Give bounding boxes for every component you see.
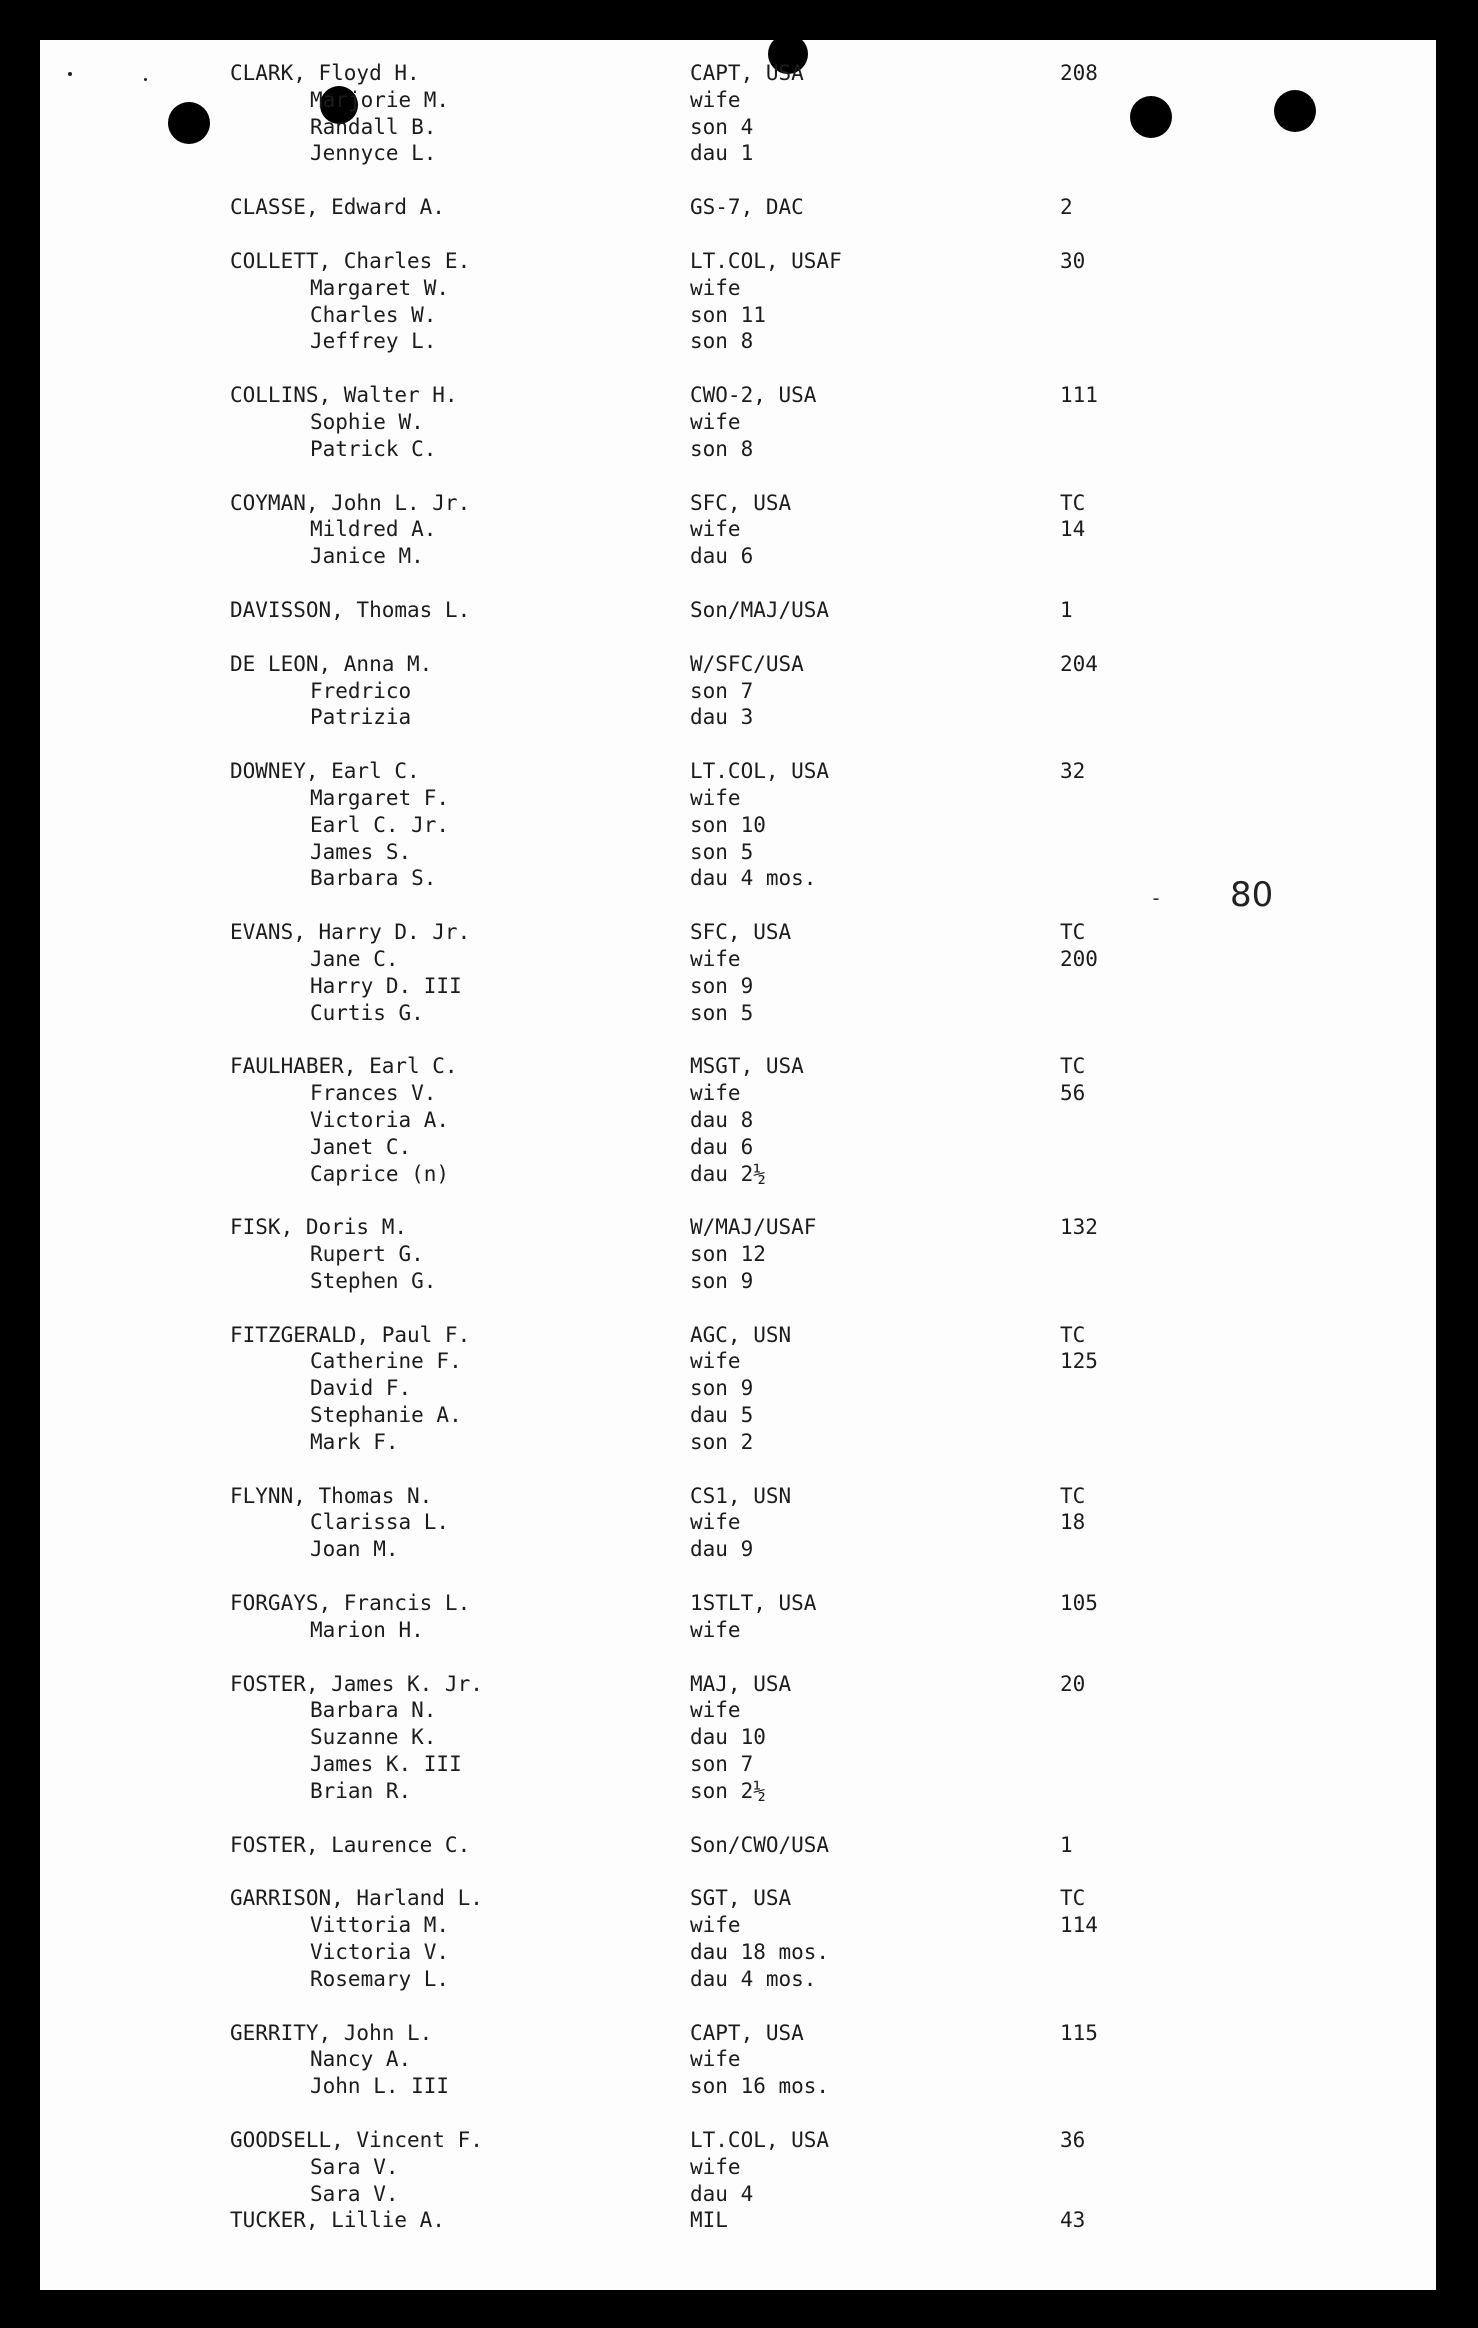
name-cell: Brian R.: [310, 1778, 412, 1803]
roster-row: [230, 2154, 1190, 2181]
rank-cell: dau 8: [690, 1107, 754, 1132]
roster-row: [230, 2127, 1190, 2154]
name-cell: DAVISSON, Thomas L.: [230, 597, 471, 622]
number-cell: 200: [1060, 946, 1098, 971]
roster-row: [230, 785, 1190, 812]
rank-cell: son 8: [690, 329, 754, 354]
roster-row: [230, 1375, 1190, 1402]
family-group: [230, 382, 1190, 462]
name-cell: Curtis G.: [310, 1000, 424, 1025]
speck: [144, 78, 147, 81]
name-cell: Sara V.: [310, 2154, 399, 2179]
number-cell: 14: [1060, 517, 1086, 542]
roster-row: [230, 1107, 1190, 1134]
rank-cell: Son/MAJ/USA: [690, 597, 830, 622]
family-group: [230, 2020, 1190, 2100]
number-cell: 111: [1060, 383, 1098, 408]
rank-cell: SGT, USA: [690, 1886, 792, 1911]
name-cell: Stephanie A.: [310, 1403, 462, 1428]
roster-row: [230, 1832, 1190, 1859]
punch-hole-left: [168, 102, 210, 144]
number-cell: 36: [1060, 2128, 1086, 2153]
family-group: [230, 1590, 1190, 1644]
name-cell: Victoria V.: [310, 1940, 450, 1965]
roster-row: [230, 1778, 1190, 1805]
roster-row: [230, 1966, 1190, 1993]
family-group: [230, 1214, 1190, 1294]
margin-mark: -: [1150, 886, 1163, 910]
name-cell: Suzanne K.: [310, 1725, 437, 1750]
roster-row: [230, 1617, 1190, 1644]
name-cell: Sara V.: [310, 2181, 399, 2206]
rank-cell: SFC, USA: [690, 920, 792, 945]
name-cell: Catherine F.: [310, 1349, 462, 1374]
number-cell: 30: [1060, 248, 1086, 273]
number-cell: 208: [1060, 61, 1098, 85]
family-group: [230, 490, 1190, 570]
rank-cell: wife: [690, 785, 741, 810]
name-cell: Rosemary L.: [310, 1966, 450, 1991]
roster-row: [230, 946, 1190, 973]
name-cell: FLYNN, Thomas N.: [230, 1483, 433, 1508]
number-cell: TC: [1060, 1886, 1086, 1911]
rank-cell: dau 2½: [690, 1161, 766, 1186]
rank-cell: dau 3: [690, 705, 754, 730]
number-cell: TC: [1060, 1483, 1086, 1508]
roster-row: [230, 543, 1190, 570]
roster-row: [230, 87, 1190, 114]
rank-cell: son 12: [690, 1242, 766, 1267]
speck: [68, 72, 72, 76]
rank-cell: MIL: [690, 2208, 728, 2233]
name-cell: Marjorie M.: [310, 87, 450, 112]
number-cell: 20: [1060, 1671, 1086, 1696]
number-cell: 115: [1060, 2020, 1098, 2045]
rank-cell: MAJ, USA: [690, 1671, 792, 1696]
roster-row: [230, 1053, 1190, 1080]
number-cell: TC: [1060, 1054, 1086, 1079]
rank-cell: wife: [690, 87, 741, 112]
roster-row: [230, 409, 1190, 436]
rank-cell: CWO-2, USA: [690, 383, 817, 408]
name-cell: Fredrico: [310, 678, 412, 703]
rank-cell: CAPT, USA: [690, 2020, 804, 2045]
roster-row: [230, 597, 1190, 624]
roster-row: [230, 865, 1190, 892]
number-cell: 105: [1060, 1591, 1098, 1616]
name-cell: Barbara N.: [310, 1698, 437, 1723]
roster-row: [230, 1590, 1190, 1617]
name-cell: TUCKER, Lillie A.: [230, 2208, 445, 2233]
name-cell: Margaret F.: [310, 785, 450, 810]
family-group: [230, 1671, 1190, 1805]
roster-row: [230, 1885, 1190, 1912]
rank-cell: wife: [690, 1617, 741, 1642]
rank-cell: son 7: [690, 1752, 754, 1777]
rank-cell: dau 4 mos.: [690, 1966, 817, 1991]
rank-cell: wife: [690, 275, 741, 300]
rank-cell: wife: [690, 409, 741, 434]
rank-cell: son 5: [690, 1000, 754, 1025]
name-cell: Mildred A.: [310, 517, 437, 542]
number-cell: 132: [1060, 1215, 1098, 1240]
name-cell: Randall B.: [310, 114, 437, 139]
rank-cell: son 2: [690, 1429, 754, 1454]
name-cell: FOSTER, Laurence C.: [230, 1832, 471, 1857]
roster-row: [230, 919, 1190, 946]
name-cell: Jennyce L.: [310, 141, 437, 166]
rank-cell: wife: [690, 1081, 741, 1106]
name-cell: Nancy A.: [310, 2047, 412, 2072]
family-group: [230, 194, 1190, 221]
rank-cell: son 9: [690, 973, 754, 998]
roster-row: [230, 1429, 1190, 1456]
rank-cell: wife: [690, 946, 741, 971]
name-cell: Frances V.: [310, 1081, 437, 1106]
roster-row: [230, 1751, 1190, 1778]
rank-cell: Son/CWO/USA: [690, 1832, 830, 1857]
rank-cell: son 9: [690, 1376, 754, 1401]
rank-cell: son 16 mos.: [690, 2074, 830, 2099]
name-cell: Earl C. Jr.: [310, 812, 450, 837]
family-group: [230, 60, 1190, 167]
name-cell: Vittoria M.: [310, 1913, 450, 1938]
roster-row: [230, 1671, 1190, 1698]
family-group: [230, 919, 1190, 1026]
name-cell: Barbara S.: [310, 866, 437, 891]
name-cell: Caprice (n): [310, 1161, 450, 1186]
number-cell: 204: [1060, 651, 1098, 676]
name-cell: Stephen G.: [310, 1268, 437, 1293]
rank-cell: LT.COL, USAF: [690, 248, 842, 273]
rank-cell: son 7: [690, 678, 754, 703]
roster-row: [230, 1241, 1190, 1268]
name-cell: Jane C.: [310, 946, 399, 971]
document-page: [40, 40, 1436, 2290]
rank-cell: son 5: [690, 839, 754, 864]
number-cell: 1: [1060, 597, 1073, 622]
rank-cell: son 4: [690, 114, 754, 139]
roster-row: [230, 1000, 1190, 1027]
family-group: [230, 2127, 1190, 2234]
name-cell: Victoria A.: [310, 1107, 450, 1132]
name-cell: COYMAN, John L. Jr.: [230, 490, 471, 515]
number-cell: 43: [1060, 2208, 1086, 2233]
roster-row: [230, 1509, 1190, 1536]
rank-cell: SFC, USA: [690, 490, 792, 515]
name-cell: GERRITY, John L.: [230, 2020, 433, 2045]
number-cell: 125: [1060, 1349, 1098, 1374]
family-group: [230, 1885, 1190, 1992]
roster-row: [230, 758, 1190, 785]
number-cell: 1: [1060, 1832, 1073, 1857]
family-group: [230, 597, 1190, 624]
number-cell: 56: [1060, 1081, 1086, 1106]
name-cell: Margaret W.: [310, 275, 450, 300]
punch-hole-right-b: [1274, 90, 1316, 132]
rank-cell: LT.COL, USA: [690, 2128, 830, 2153]
roster-row: [230, 2073, 1190, 2100]
roster-row: [230, 678, 1190, 705]
rank-cell: wife: [690, 1349, 741, 1374]
roster-row: [230, 248, 1190, 275]
rank-cell: dau 9: [690, 1537, 754, 1562]
roster-list: [230, 60, 1190, 2261]
family-group: [230, 1483, 1190, 1563]
family-group: [230, 1832, 1190, 1859]
roster-row: [230, 275, 1190, 302]
rank-cell: GS-7, DAC: [690, 195, 804, 220]
roster-row: [230, 2020, 1190, 2047]
rank-cell: W/SFC/USA: [690, 651, 804, 676]
name-cell: GARRISON, Harland L.: [230, 1886, 483, 1911]
roster-row: [230, 1697, 1190, 1724]
number-cell: 114: [1060, 1913, 1098, 1938]
rank-cell: dau 5: [690, 1403, 754, 1428]
name-cell: DOWNEY, Earl C.: [230, 759, 420, 784]
rank-cell: wife: [690, 517, 741, 542]
rank-cell: wife: [690, 1698, 741, 1723]
number-cell: TC: [1060, 920, 1086, 945]
rank-cell: wife: [690, 2047, 741, 2072]
rank-cell: W/MAJ/USAF: [690, 1215, 817, 1240]
roster-row: [230, 2046, 1190, 2073]
name-cell: DE LEON, Anna M.: [230, 651, 433, 676]
name-cell: James K. III: [310, 1752, 462, 1777]
number-cell: TC: [1060, 490, 1086, 515]
name-cell: FITZGERALD, Paul F.: [230, 1322, 471, 1347]
roster-row: [230, 1322, 1190, 1349]
roster-row: [230, 490, 1190, 517]
roster-row: [230, 1348, 1190, 1375]
roster-row: [230, 1268, 1190, 1295]
rank-cell: son 2½: [690, 1778, 766, 1803]
name-cell: Rupert G.: [310, 1242, 424, 1267]
name-cell: Mark F.: [310, 1429, 399, 1454]
roster-row: [230, 1214, 1190, 1241]
number-cell: 2: [1060, 195, 1073, 220]
roster-row: [230, 140, 1190, 167]
roster-row: [230, 1134, 1190, 1161]
rank-cell: AGC, USN: [690, 1322, 792, 1347]
rank-cell: dau 4 mos.: [690, 866, 817, 891]
roster-row: [230, 1080, 1190, 1107]
name-cell: Jeffrey L.: [310, 329, 437, 354]
name-cell: FISK, Doris M.: [230, 1215, 408, 1240]
name-cell: Sophie W.: [310, 409, 424, 434]
rank-cell: dau 6: [690, 544, 754, 569]
name-cell: Marion H.: [310, 1617, 424, 1642]
roster-row: [230, 2181, 1190, 2208]
roster-row: [230, 839, 1190, 866]
name-cell: FAULHABER, Earl C.: [230, 1054, 458, 1079]
name-cell: Patrizia: [310, 705, 412, 730]
roster-row: [230, 516, 1190, 543]
name-cell: COLLINS, Walter H.: [230, 383, 458, 408]
rank-cell: CS1, USN: [690, 1483, 792, 1508]
rank-cell: dau 18 mos.: [690, 1940, 830, 1965]
number-cell: 18: [1060, 1510, 1086, 1535]
roster-row: [230, 1912, 1190, 1939]
name-cell: Janice M.: [310, 544, 424, 569]
name-cell: James S.: [310, 839, 412, 864]
roster-row: [230, 704, 1190, 731]
rank-cell: wife: [690, 1913, 741, 1938]
name-cell: John L. III: [310, 2074, 450, 2099]
name-cell: David F.: [310, 1376, 412, 1401]
name-cell: Joan M.: [310, 1537, 399, 1562]
family-group: [230, 1322, 1190, 1456]
roster-row: [230, 60, 1190, 87]
name-cell: FOSTER, James K. Jr.: [230, 1671, 483, 1696]
name-cell: EVANS, Harry D. Jr.: [230, 920, 471, 945]
name-cell: Charles W.: [310, 302, 437, 327]
rank-cell: CAPT, USA: [690, 61, 804, 85]
rank-cell: 1STLT, USA: [690, 1591, 817, 1616]
rank-cell: wife: [690, 1510, 741, 1535]
roster-row: [230, 1536, 1190, 1563]
family-group: [230, 1053, 1190, 1187]
roster-row: [230, 812, 1190, 839]
roster-row: [230, 114, 1190, 141]
rank-cell: LT.COL, USA: [690, 759, 830, 784]
roster-row: [230, 651, 1190, 678]
name-cell: Clarissa L.: [310, 1510, 450, 1535]
family-group: [230, 758, 1190, 892]
number-cell: 32: [1060, 759, 1086, 784]
name-cell: CLASSE, Edward A.: [230, 195, 445, 220]
roster-row: [230, 1483, 1190, 1510]
family-group: [230, 248, 1190, 355]
name-cell: GOODSELL, Vincent F.: [230, 2128, 483, 2153]
roster-row: [230, 973, 1190, 1000]
number-cell: TC: [1060, 1322, 1086, 1347]
name-cell: Patrick C.: [310, 436, 437, 461]
rank-cell: dau 6: [690, 1134, 754, 1159]
rank-cell: dau 4: [690, 2181, 754, 2206]
rank-cell: son 8: [690, 436, 754, 461]
name-cell: Harry D. III: [310, 973, 462, 998]
roster-row: [230, 2207, 1190, 2234]
roster-row: [230, 1161, 1190, 1188]
rank-cell: dau 1: [690, 141, 754, 166]
name-cell: Janet C.: [310, 1134, 412, 1159]
roster-row: [230, 302, 1190, 329]
rank-cell: dau 10: [690, 1725, 766, 1750]
family-group: [230, 651, 1190, 731]
rank-cell: son 11: [690, 302, 766, 327]
roster-row: [230, 1402, 1190, 1429]
roster-row: [230, 328, 1190, 355]
roster-row: [230, 382, 1190, 409]
name-cell: CLARK, Floyd H.: [230, 61, 420, 85]
roster-row: [230, 1939, 1190, 1966]
roster-row: [230, 194, 1190, 221]
rank-cell: MSGT, USA: [690, 1054, 804, 1079]
roster-row: [230, 1724, 1190, 1751]
roster-row: [230, 436, 1190, 463]
name-cell: COLLETT, Charles E.: [230, 248, 471, 273]
rank-cell: son 10: [690, 812, 766, 837]
rank-cell: wife: [690, 2154, 741, 2179]
name-cell: FORGAYS, Francis L.: [230, 1591, 471, 1616]
rank-cell: son 9: [690, 1268, 754, 1293]
page-number: 80: [1230, 875, 1274, 915]
